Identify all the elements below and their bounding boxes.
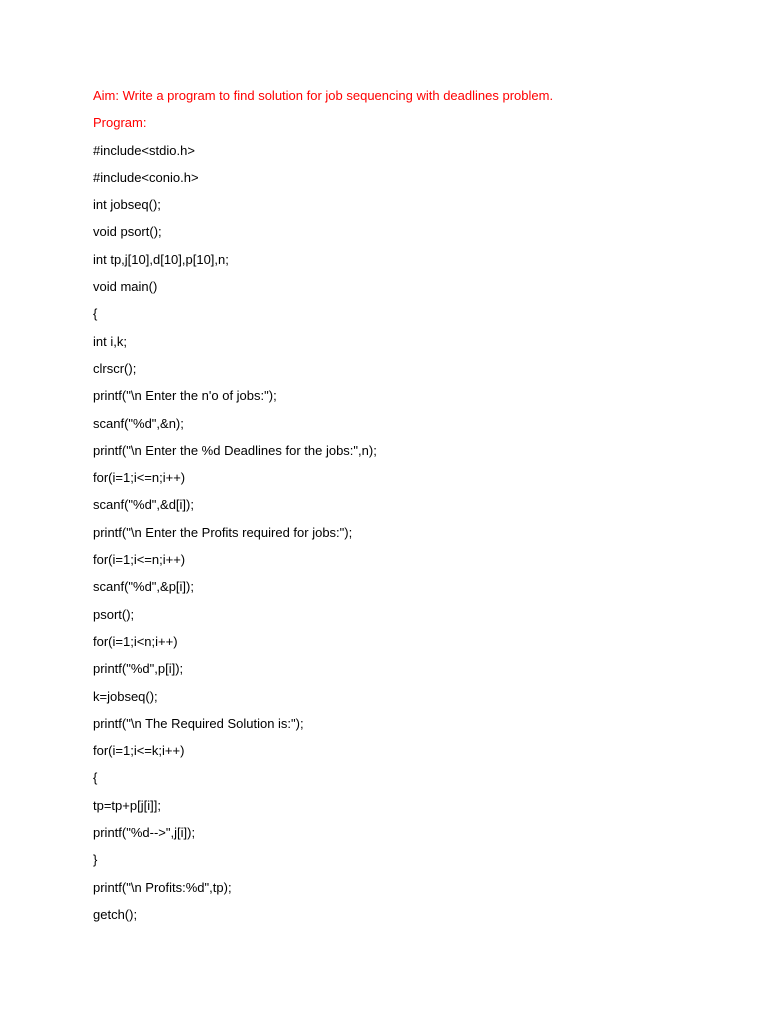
code-line: { [93, 306, 98, 322]
code-line: int tp,j[10],d[10],p[10],n; [93, 251, 229, 267]
code-line: scanf("%d",&n); [93, 415, 184, 431]
code-line: #include<conio.h> [93, 169, 199, 185]
code-line: void psort(); [93, 224, 162, 240]
code-line: for(i=1;i<=n;i++) [93, 470, 186, 486]
code-line: psort(); [93, 606, 135, 622]
code-line: int jobseq(); [93, 197, 161, 213]
code-line: printf("%d-->",j[i]); [93, 825, 196, 841]
code-line: for(i=1;i<=n;i++) [93, 552, 186, 568]
code-line: int i,k; [93, 333, 127, 349]
aim-heading: Aim: Write a program to find solution for job sequencing with deadlines problem. [93, 88, 554, 103]
code-line: k=jobseq(); [93, 688, 158, 704]
code-line: printf("\n Enter the n'o of jobs:"); [93, 388, 277, 404]
code-line: getch(); [93, 906, 138, 922]
code-line: #include<stdio.h> [93, 142, 195, 158]
program-label: Program: [93, 115, 147, 131]
code-line: clrscr(); [93, 360, 137, 376]
code-line: { [93, 770, 98, 786]
code-line: printf("%d",p[i]); [93, 661, 184, 677]
code-line: for(i=1;i<n;i++) [93, 633, 178, 649]
code-block [93, 141, 733, 933]
code-line: printf("\n The Required Solution is:"); [93, 715, 304, 731]
code-line: printf("\n Profits:%d",tp); [93, 879, 232, 895]
code-line: scanf("%d",&p[i]); [93, 579, 194, 595]
code-line: } [93, 852, 98, 868]
code-line: tp=tp+p[j[i]]; [93, 797, 161, 813]
code-line: scanf("%d",&d[i]); [93, 497, 194, 513]
code-line: void main() [93, 279, 158, 295]
code-line: for(i=1;i<=k;i++) [93, 743, 185, 759]
document-content [93, 86, 733, 932]
code-line: printf("\n Enter the Profits required for jobs:"); [93, 524, 353, 540]
code-line: printf("\n Enter the %d Deadlines for the jobs:",n); [93, 442, 377, 458]
